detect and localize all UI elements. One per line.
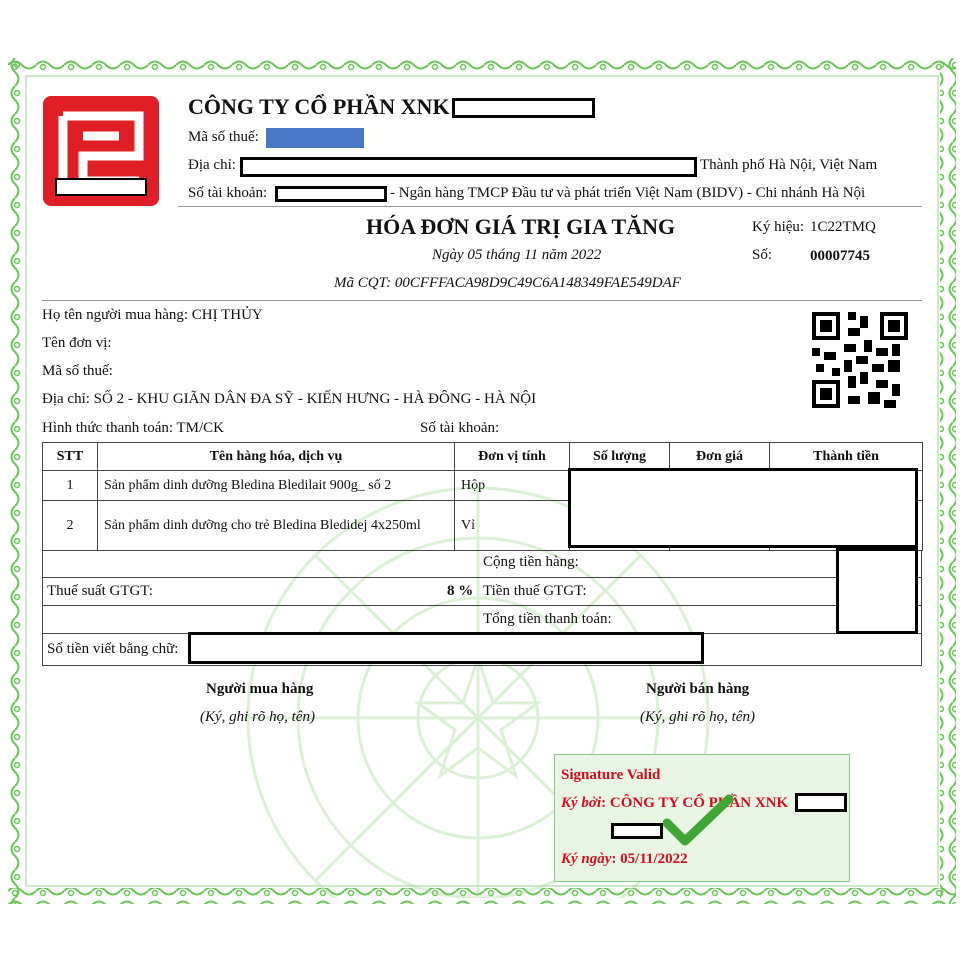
invoice-cqt-code: Mã CQT: 00CFFFACA98D9C49C6A148349FAE549DAF (334, 275, 681, 291)
buyer-name: Họ tên người mua hàng: CHỊ THỦY (42, 307, 263, 323)
redaction-box (611, 823, 663, 839)
redaction-box (452, 98, 595, 118)
redaction-box (795, 793, 847, 812)
company-logo-icon (43, 96, 159, 206)
cell-stt: 1 (43, 471, 98, 501)
amount-in-words-label: Số tiền viết bằng chữ: (47, 641, 179, 657)
signed-by-value: : CÔNG TY CỔ PHẦN XNK (601, 795, 789, 811)
checkmark-icon (663, 793, 733, 851)
subtotal-row (42, 550, 922, 578)
divider (42, 300, 922, 301)
column-header: STT (43, 443, 98, 471)
seller-company-name: CÔNG TY CỔ PHẦN XNK (188, 94, 450, 119)
buyer-account: Số tài khoản: (420, 420, 500, 436)
seller-signature-title: Người bán hàng (646, 681, 750, 697)
column-header: Đơn giá (670, 443, 770, 471)
signed-date-label: Ký ngày (561, 851, 612, 867)
invoice-symbol-label: Ký hiệu: (752, 219, 805, 235)
qr-code-icon[interactable] (812, 312, 908, 408)
invoice-number-value: 00007745 (810, 248, 870, 264)
redaction-box (266, 128, 364, 148)
buyer-tax-code: Mã số thuế: (42, 363, 113, 379)
cell-stt: 2 (43, 501, 98, 551)
digital-signature-box[interactable] (554, 754, 850, 882)
redaction-box (188, 632, 704, 664)
vat-amount-label: Tiền thuế GTGT: (483, 583, 587, 599)
invoice-number-label: Số: (752, 247, 773, 263)
cell-product-name: Sản phẩm dinh dưỡng Bledina Bledilait 900g_ số 2 (98, 471, 455, 501)
invoice-symbol-value: 1C22TMQ (810, 219, 876, 235)
column-header: Số lượng (570, 443, 670, 471)
buyer-signature-note: (Ký, ghi rõ họ, tên) (200, 709, 315, 725)
signed-by-label: Ký bởi (561, 795, 602, 811)
seller-signature-note: (Ký, ghi rõ họ, tên) (640, 709, 755, 725)
total-row (42, 606, 922, 634)
column-header: Thành tiền (770, 443, 923, 471)
vat-row (42, 578, 922, 606)
seller-bank: - Ngân hàng TMCP Đầu tư và phát triển Việt Nam (BIDV) - Chi nhánh Hà Nội (390, 185, 866, 201)
total-label: Tổng tiền thanh toán: (483, 611, 612, 627)
subtotal-label: Cộng tiền hàng: (483, 554, 579, 570)
table-header-row (43, 443, 923, 471)
seller-account-label: Số tài khoản: (188, 185, 268, 201)
redaction-box (240, 157, 697, 177)
redaction-box (568, 468, 918, 548)
signed-date-value: : 05/11/2022 (611, 851, 688, 867)
cell-unit: Vỉ (455, 501, 570, 551)
redaction-box (55, 178, 147, 196)
column-header: Tên hàng hóa, dịch vụ (98, 443, 455, 471)
seller-address-label: Địa chỉ: (188, 157, 236, 173)
vat-rate-label: Thuế suất GTGT: (47, 583, 153, 599)
payment-method: Hình thức thanh toán: TM/CK (42, 420, 225, 436)
seller-tax-label: Mã số thuế: (188, 129, 259, 145)
vat-rate-value: 8 % (447, 583, 474, 599)
invoice-title: HÓA ĐƠN GIÁ TRỊ GIA TĂNG (366, 214, 676, 239)
signature-valid-text: Signature Valid (561, 767, 661, 783)
divider (178, 206, 922, 207)
column-header: Đơn vị tính (455, 443, 570, 471)
signed-date-line (561, 851, 688, 868)
buyer-address: Địa chỉ: SỐ 2 - KHU GIÃN DÂN ĐA SỸ - KIẾN HƯNG - HÀ ĐÔNG - HÀ NỘI (42, 391, 537, 407)
invoice-document (8, 58, 956, 904)
redaction-box (275, 186, 387, 202)
buyer-unit: Tên đơn vị: (42, 335, 112, 351)
invoice-date: Ngày 05 tháng 11 năm 2022 (432, 247, 602, 263)
cell-unit: Hộp (455, 471, 570, 501)
buyer-signature-title: Người mua hàng (206, 681, 314, 697)
cell-product-name: Sản phẩm dinh dưỡng cho trẻ Bledina Bledidej 4x250ml (98, 501, 455, 551)
redaction-box (836, 548, 918, 634)
seller-address-city: Thành phố Hà Nội, Việt Nam (700, 157, 878, 173)
